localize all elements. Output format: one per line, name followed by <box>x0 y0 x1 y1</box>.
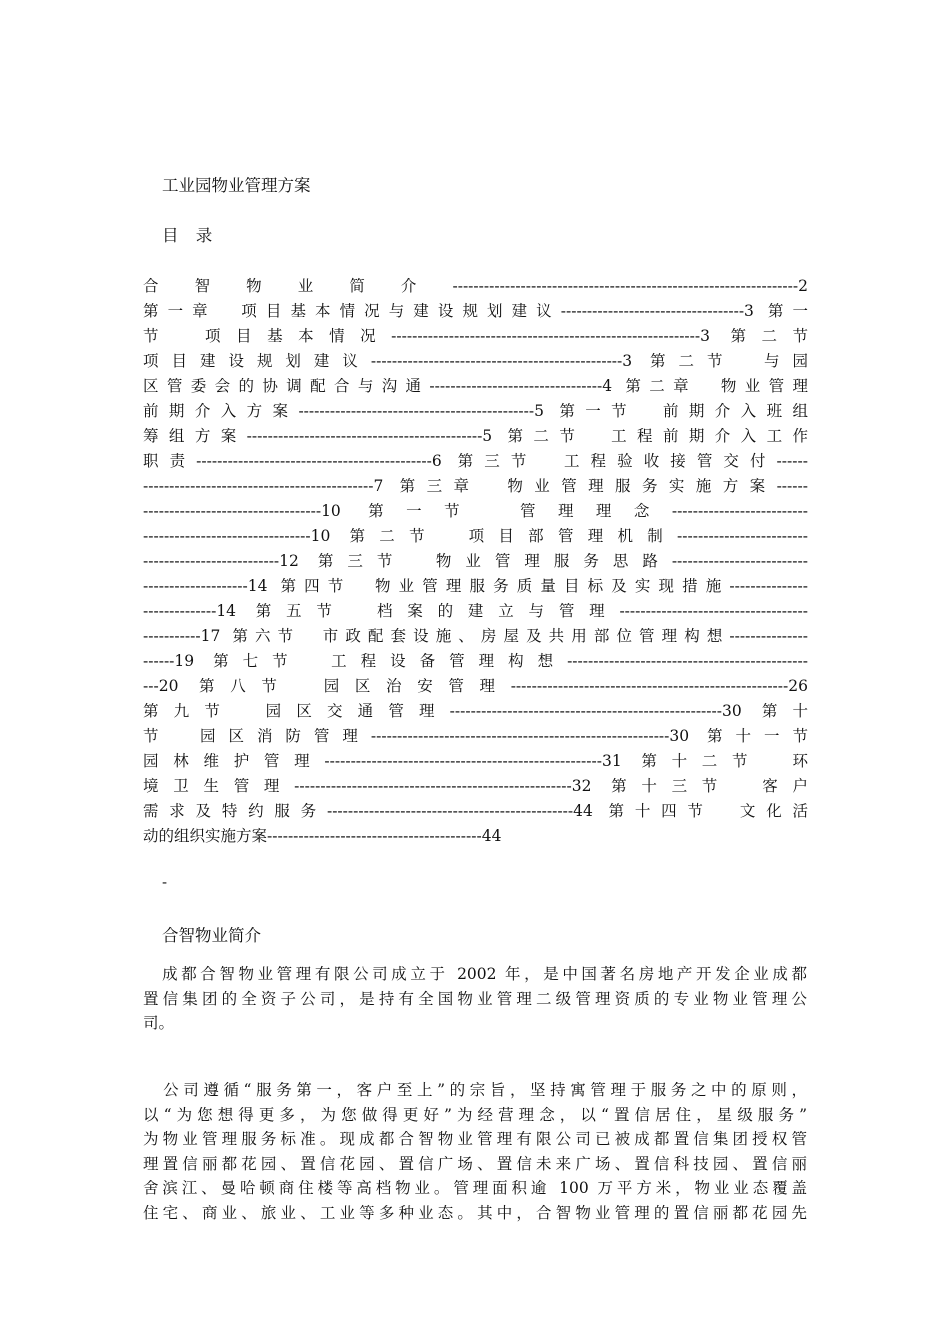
toc-line: ---20 第八节 园区治安管理-----------------------------------------------------26 <box>143 677 808 695</box>
toc-line: 节 园区消防管理---------------------------------------------------------30 第十一节 <box>143 727 808 745</box>
page-separator: - <box>162 873 168 891</box>
paragraph-line: 置信集团的全资子公司，是持有全国物业管理二级管理资质的专业物业管理公 <box>143 989 807 1008</box>
paragraph-line: 为物业管理服务标准。现成都合智物业管理有限公司已被成都置信集团授权管 <box>143 1130 807 1148</box>
toc-line: 需求及特约服务-----------------------------------------------44 第十四节 文化活 <box>143 802 808 820</box>
paragraph-line: 舍滨江、曼哈顿商住楼等高档物业。管理面积逾 100 万平方米，物业业态覆盖 <box>143 1179 807 1197</box>
toc-line: 园林维护管理-----------------------------------------------------31 第十二节 环 <box>143 752 808 770</box>
toc-line: ----------------------------------10 第一节 管理理念-------------------------- <box>143 502 808 520</box>
toc-heading: 目 录 <box>162 226 219 245</box>
toc-line: 前期介入方案---------------------------------------------5 第一节 前期介入班组 <box>143 402 808 420</box>
toc-line: 动的组织实施方案-----------------------------------------44 <box>143 827 502 845</box>
paragraph-line: 公司遵循“服务第一，客户至上”的宗旨，坚持寓管理于服务之中的原则， <box>143 1081 807 1099</box>
toc-line: ------19 第七节 工程设备管理构想---------------------------------------------- <box>143 652 808 670</box>
document-title: 工业园物业管理方案 <box>162 176 311 195</box>
paragraph-line: 成都合智物业管理有限公司成立于 2002 年，是中国著名房地产开发企业成都 <box>143 965 807 983</box>
toc-line: --------------------------------------------7 第三章 物业管理服务实施方案------ <box>143 477 808 495</box>
toc-line: -----------17 第六节 市政配套设施、房屋及共用部位管理构想--------------- <box>143 627 808 645</box>
toc-line: 项目建设规划建议------------------------------------------------3 第二节 与园 <box>143 352 808 370</box>
paragraph-company-philosophy <box>143 1078 807 1225</box>
toc-line: 职责---------------------------------------------6 第三节 工程验收接管交付------ <box>143 452 808 470</box>
toc-line: --------------14 第五节 档案的建立与管理------------------------------------ <box>143 602 808 620</box>
paragraph-line: 司。 <box>143 1014 175 1032</box>
toc-line: 合智物业简介------------------------------------------------------------------2 <box>143 277 808 295</box>
paragraph-line: 理置信丽都花园、置信花园、置信广场、置信未来广场、置信科技园、置信丽 <box>143 1154 807 1173</box>
toc-line: --------------------14 第四节 物业管理服务质量目标及实现措施--------------- <box>143 577 808 595</box>
toc-line: 境卫生管理-----------------------------------------------------32 第十三节 客户 <box>143 777 808 795</box>
toc-line: 筹组方案---------------------------------------------5 第二节 工程前期介入工作 <box>143 427 808 445</box>
section-title: 合智物业简介 <box>162 926 261 945</box>
paragraph-line: 以“为您想得更多，为您做得更好”为经营理念，以“置信居住，星级服务” <box>143 1105 807 1124</box>
toc-line: 节 项目基本情况-----------------------------------------------------------3 第二节 <box>143 327 808 345</box>
table-of-contents <box>143 274 808 849</box>
toc-line: --------------------------------10 第二节 项目部管理机制------------------------- <box>143 527 808 545</box>
toc-line: 第九节 园区交通管理----------------------------------------------------30 第十 <box>143 702 808 720</box>
paragraph-line: 住宅、商业、旅业、工业等多种业态。其中，合智物业管理的置信丽都花园先 <box>143 1203 807 1222</box>
paragraph-company-intro <box>143 962 807 1036</box>
toc-line: --------------------------12 第三节 物业管理服务思路-------------------------- <box>143 552 808 570</box>
toc-line: 区管委会的协调配合与沟通---------------------------------4 第二章 物业管理 <box>143 377 808 395</box>
toc-line: 第一章 项目基本情况与建设规划建议-----------------------------------3 第一 <box>143 302 808 320</box>
